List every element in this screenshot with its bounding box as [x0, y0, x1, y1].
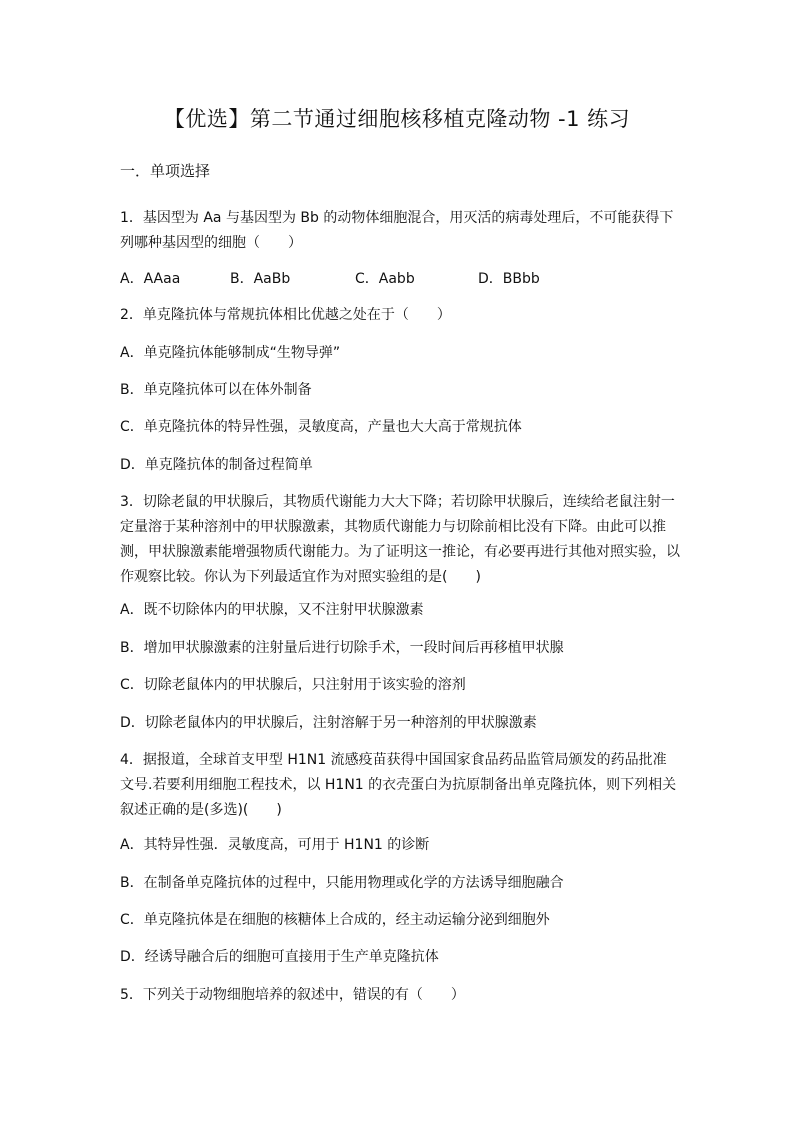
question-4-option-a: A．其特异性强．灵敏度高，可用于 H1N1 的诊断 [120, 837, 430, 853]
question-5-stem: 5．下列关于动物细胞培养的叙述中，错误的有（ ） [120, 987, 465, 1003]
section-heading: 一．单项选择 [120, 162, 211, 180]
question-3-stem: 3．切除老鼠的甲状腺后，其物质代谢能力大大下降；若切除甲状腺后，连续给老鼠注射一定量溶于某种溶剂中的甲状腺激素，其物质代谢能力与切除前相比没有下降。由此可以推测，甲状腺激素能增强物质代谢能力。为了证明这一推论，有必要再进行其他对照实验，以作观察比较。你认为下列最适宜作为对照实验组的是( ) [120, 494, 680, 585]
question-4-option-c: C．单克隆抗体是在细胞的核糖体上合成的，经主动运输分泌到细胞外 [120, 912, 550, 928]
question-3-option-b: B．增加甲状腺激素的注射量后进行切除手术，一段时间后再移植甲状腺 [120, 640, 564, 656]
question-2-stem: 2．单克隆抗体与常规抗体相比优越之处在于（ ） [120, 307, 451, 323]
option-a: A．AAaa [120, 271, 181, 287]
question-2-option-b: B．单克隆抗体可以在体外制备 [120, 382, 312, 398]
question-3-option-a: A．既不切除体内的甲状腺，又不注射甲状腺激素 [120, 602, 424, 618]
question-2-option-d: D．单克隆抗体的制备过程简单 [120, 457, 313, 473]
question-3-option-c: C．切除老鼠体内的甲状腺后，只注射用于该实验的溶剂 [120, 677, 466, 693]
question-4-option-b: B．在制备单克隆抗体的过程中，只能用物理或化学的方法诱导细胞融合 [120, 875, 564, 891]
question-2-option-a: A．单克隆抗体能够制成“生物导弹” [120, 345, 341, 361]
option-d: D．BBbb [478, 271, 540, 287]
question-1-stem: 1．基因型为 Aa 与基因型为 Bb 的动物体细胞混合，用灭活的病毒处理后，不可能获得下列哪种基因型的细胞（ ） [120, 210, 674, 251]
document-title: 【优选】第二节通过细胞核移植克隆动物 -1 练习 [163, 107, 631, 131]
option-c: C．Aabb [355, 271, 415, 287]
question-4-option-d: D．经诱导融合后的细胞可直接用于生产单克隆抗体 [120, 949, 439, 965]
question-1-options [120, 267, 680, 292]
question-2-option-c: C．单克隆抗体的特异性强，灵敏度高，产量也大大高于常规抗体 [120, 419, 522, 435]
question-3-option-d: D．切除老鼠体内的甲状腺后，注射溶解于另一种溶剂的甲状腺激素 [120, 715, 537, 731]
option-b: B．AaBb [230, 271, 291, 287]
question-4-stem: 4．据报道，全球首支甲型 H1N1 流感疫苗获得中国国家食品药品监管局颁发的药品批准文号.若要利用细胞工程技术，以 H1N1 的衣壳蛋白为抗原制备出单克隆抗体，则下列相关叙述正确的是(多选)( ) [120, 752, 677, 818]
